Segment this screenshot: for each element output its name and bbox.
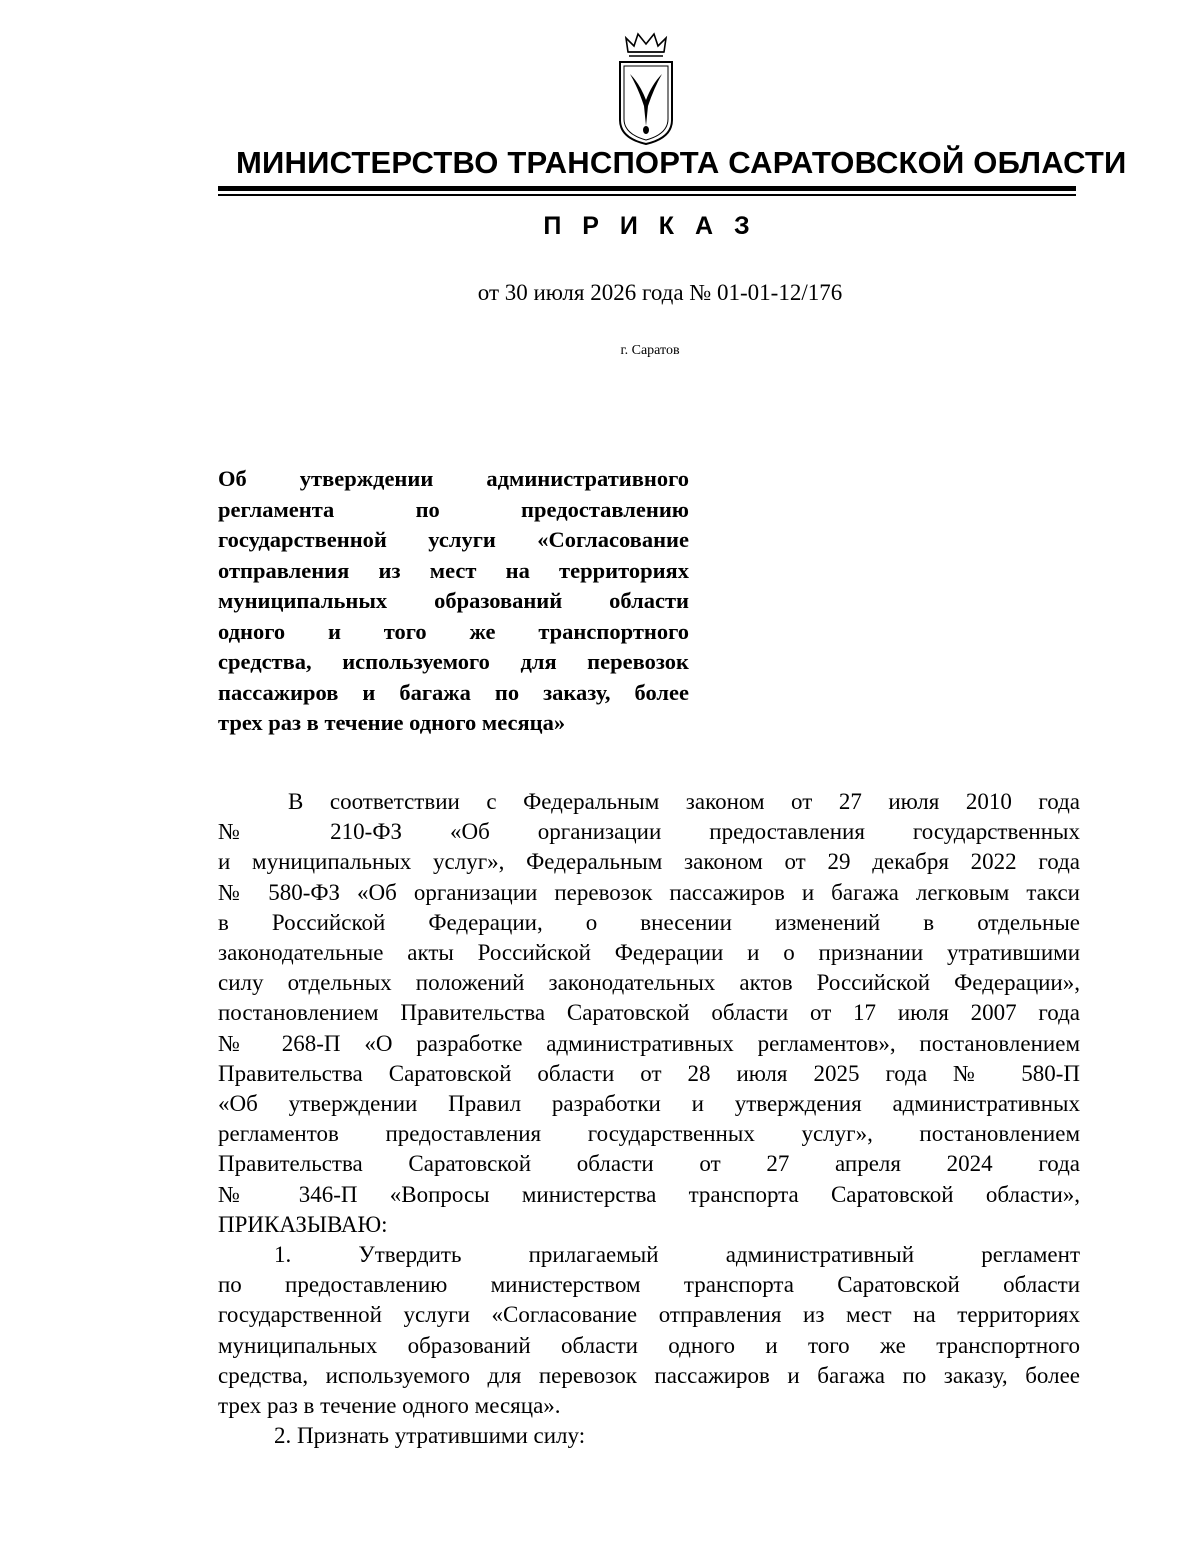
body-line: 2. Признать утратившими силу: (274, 1423, 586, 1449)
body-line: В соответствии с Федеральным законом от 27 июля 2010 года (288, 789, 1080, 814)
body-line: постановлением Правительства Саратовской области от 17 июля 2007 года (218, 1000, 1080, 1026)
order-title: П Р И К А З (543, 212, 757, 240)
subject-line: трех раз в течение одного месяца» (218, 710, 566, 735)
subject-line: муниципальных образований области (218, 588, 689, 613)
subject-line: пассажиров и багажа по заказу, более (218, 679, 689, 705)
body-line: Правительства Саратовской области от 28 июля 2025 года № 580-П (218, 1060, 1080, 1086)
header-divider-thin (218, 194, 1076, 196)
body-line: «Об утверждении Правил разработки и утверждения административных (218, 1091, 1080, 1117)
subject-line: Об утверждении административного (218, 466, 689, 491)
body-line: № 346-П «Вопросы министерства транспорта Саратовской области», (218, 1181, 1080, 1207)
body-line: силу отдельных положений законодательных актов Российской Федерации», (218, 970, 1080, 996)
subject-line: отправления из мест на территориях (218, 557, 689, 583)
body-line: в Российской Федерации, о внесении изменений в отдельные (218, 909, 1080, 935)
subject-line: средства, используемого для перевозок (218, 649, 689, 674)
order-date-number: от 30 июля 2026 года № 01-01-12/176 (477, 280, 843, 305)
subject-line: регламента по предоставлению (218, 496, 689, 522)
body-line: № 268-П «О разработке административных регламентов», постановлением (218, 1030, 1080, 1056)
body-line: Правительства Саратовской области от 27 апреля 2024 года (218, 1151, 1080, 1177)
subject-line: государственной услуги «Согласование (218, 527, 689, 552)
body-line: трех раз в течение одного месяца». (218, 1393, 561, 1419)
subject-line: одного и того же транспортного (218, 618, 689, 644)
order-body (218, 787, 1080, 1451)
order-subject (218, 464, 689, 739)
body-line: № 580-ФЗ «Об организации перевозок пассажиров и багажа легковым такси (218, 879, 1080, 905)
body-line: по предоставлению министерством транспорта Саратовской области (218, 1272, 1080, 1298)
header-divider-thick (218, 186, 1076, 191)
body-line: № 210-ФЗ «Об организации предоставления государственных (218, 819, 1080, 845)
body-line: средства, используемого для перевозок пассажиров и багажа по заказу, более (218, 1362, 1080, 1388)
body-line: государственной услуги «Согласование отправления из мест на территориях (218, 1302, 1080, 1328)
coat-of-arms-emblem (608, 30, 684, 148)
ministry-name: МИНИСТЕРСТВО ТРАНСПОРТА САРАТОВСКОЙ ОБЛАСТИ (236, 145, 1127, 180)
body-line: ПРИКАЗЫВАЮ: (218, 1211, 388, 1237)
body-line: и муниципальных услуг», Федеральным законом от 29 декабря 2022 года (218, 849, 1080, 875)
body-line: законодательные акты Российской Федерации и о признании утратившими (218, 940, 1080, 966)
body-line: регламентов предоставления государственных услуг», постановлением (218, 1121, 1080, 1147)
order-place: г. Саратов (620, 343, 680, 358)
body-line: муниципальных образований области одного и того же транспортного (218, 1332, 1080, 1358)
body-line: 1. Утвердить прилагаемый административный регламент (274, 1242, 1080, 1268)
